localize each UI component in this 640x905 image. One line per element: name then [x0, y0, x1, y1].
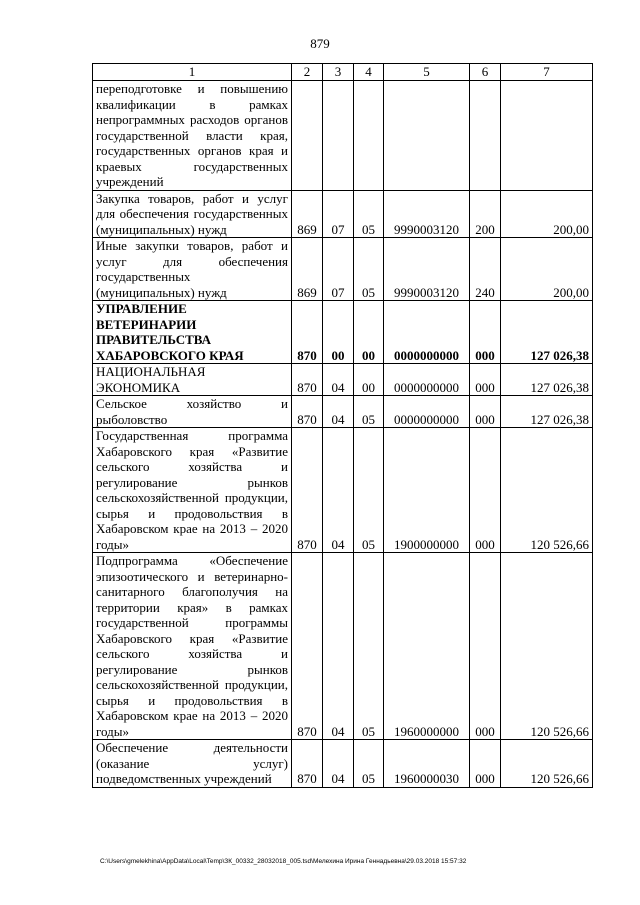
row-name-cell: НАЦИОНАЛЬНАЯ ЭКОНОМИКА [93, 364, 292, 396]
row-amount-cell: 127 026,38 [501, 301, 593, 364]
row-section-code-cell: 04 [323, 396, 354, 428]
column-header-4: 4 [354, 64, 384, 81]
row-subsection-code-cell [354, 81, 384, 191]
column-header-3: 3 [323, 64, 354, 81]
row-amount-cell: 127 026,38 [501, 364, 593, 396]
row-target-article-cell: 1900000000 [384, 428, 470, 553]
row-amount-cell: 200,00 [501, 238, 593, 301]
row-expense-type-cell: 000 [470, 428, 501, 553]
column-header-2: 2 [292, 64, 323, 81]
row-expense-type-cell: 000 [470, 553, 501, 740]
row-name-cell: Сельское хозяйство и рыболовство [93, 396, 292, 428]
row-amount-cell: 120 526,66 [501, 740, 593, 788]
row-name-cell: Обеспечение деятельности (оказание услуг) подведомственных учреждений [93, 740, 292, 788]
row-ministry-code-cell: 869 [292, 238, 323, 301]
row-expense-type-cell: 000 [470, 301, 501, 364]
row-subsection-code-cell: 05 [354, 553, 384, 740]
row-ministry-code-cell: 869 [292, 190, 323, 238]
column-header-6: 6 [470, 64, 501, 81]
row-ministry-code-cell: 870 [292, 740, 323, 788]
footer-file-path: C:\Users\gmelekhina\AppData\Local\Temp\ЗК_00332_28032018_005.tsd\Мелехина Ирина Геннадьевна\29.03.2018 15:57:32 [100, 858, 467, 865]
row-ministry-code-cell: 870 [292, 364, 323, 396]
row-section-code-cell: 04 [323, 428, 354, 553]
row-ministry-code-cell: 870 [292, 396, 323, 428]
row-target-article-cell: 0000000000 [384, 396, 470, 428]
column-header-7: 7 [501, 64, 593, 81]
row-expense-type-cell: 000 [470, 364, 501, 396]
budget-table [92, 63, 593, 788]
table-body [93, 81, 593, 788]
row-target-article-cell: 0000000000 [384, 364, 470, 396]
row-ministry-code-cell [292, 81, 323, 191]
page-number: 879 [310, 36, 330, 51]
column-header-1: 1 [93, 64, 292, 81]
row-target-article-cell [384, 81, 470, 191]
row-name-cell: Иные закупки товаров, работ и услуг для обеспечения государственных (муниципальных) нужд [93, 238, 292, 301]
row-amount-cell: 127 026,38 [501, 396, 593, 428]
row-section-code-cell: 00 [323, 301, 354, 364]
row-name-cell: Государственная программа Хабаровского края «Развитие сельского хозяйства и регулирование рынков сельскохозяйственной продукции, сырья и продовольствия в Хабаровском крае на 2013 – 2020 годы» [93, 428, 292, 553]
row-section-code-cell: 04 [323, 364, 354, 396]
row-expense-type-cell: 000 [470, 740, 501, 788]
row-amount-cell: 120 526,66 [501, 553, 593, 740]
row-ministry-code-cell: 870 [292, 428, 323, 553]
row-amount-cell: 200,00 [501, 190, 593, 238]
row-expense-type-cell [470, 81, 501, 191]
header-row [93, 64, 593, 81]
row-target-article-cell: 9990003120 [384, 238, 470, 301]
row-name-cell: Закупка товаров, работ и услуг для обеспечения государственных (муниципальных) нужд [93, 190, 292, 238]
table-row [93, 81, 593, 191]
table-row [93, 190, 593, 238]
row-section-code-cell: 04 [323, 740, 354, 788]
row-target-article-cell: 1960000030 [384, 740, 470, 788]
row-subsection-code-cell: 05 [354, 396, 384, 428]
row-subsection-code-cell: 05 [354, 238, 384, 301]
row-amount-cell [501, 81, 593, 191]
row-ministry-code-cell: 870 [292, 553, 323, 740]
row-section-code-cell [323, 81, 354, 191]
row-subsection-code-cell: 05 [354, 428, 384, 553]
column-header-5: 5 [384, 64, 470, 81]
row-subsection-code-cell: 00 [354, 364, 384, 396]
row-name-cell: переподготовке и повышению квалификации в рамках непрограммных расходов органов государственной власти края, государственных органов края и краевых государственных учреждений [93, 81, 292, 191]
table-row [93, 238, 593, 301]
row-name-cell: Подпрограмма «Обеспечение эпизоотического и ветеринарно-санитарного благополучия на территории края» в рамках государственной программы Хабаровского края «Развитие сельского хозяйства и регулирование рынков сельскохозяйственной продукции, сырья и продовольствия в Хабаровском крае на 2013 – 2020 годы» [93, 553, 292, 740]
row-section-code-cell: 07 [323, 238, 354, 301]
table-row [93, 428, 593, 553]
row-section-code-cell: 04 [323, 553, 354, 740]
table-row [93, 301, 593, 364]
row-subsection-code-cell: 00 [354, 301, 384, 364]
row-ministry-code-cell: 870 [292, 301, 323, 364]
row-subsection-code-cell: 05 [354, 190, 384, 238]
row-amount-cell: 120 526,66 [501, 428, 593, 553]
row-expense-type-cell: 240 [470, 238, 501, 301]
row-subsection-code-cell: 05 [354, 740, 384, 788]
row-expense-type-cell: 000 [470, 396, 501, 428]
table-row [93, 396, 593, 428]
table-row [93, 553, 593, 740]
row-name-cell: УПРАВЛЕНИЕ ВЕТЕРИНАРИИ ПРАВИТЕЛЬСТВА ХАБАРОВСКОГО КРАЯ [93, 301, 292, 364]
row-section-code-cell: 07 [323, 190, 354, 238]
row-target-article-cell: 1960000000 [384, 553, 470, 740]
row-target-article-cell: 9990003120 [384, 190, 470, 238]
table-row [93, 364, 593, 396]
table-row [93, 740, 593, 788]
row-expense-type-cell: 200 [470, 190, 501, 238]
row-target-article-cell: 0000000000 [384, 301, 470, 364]
